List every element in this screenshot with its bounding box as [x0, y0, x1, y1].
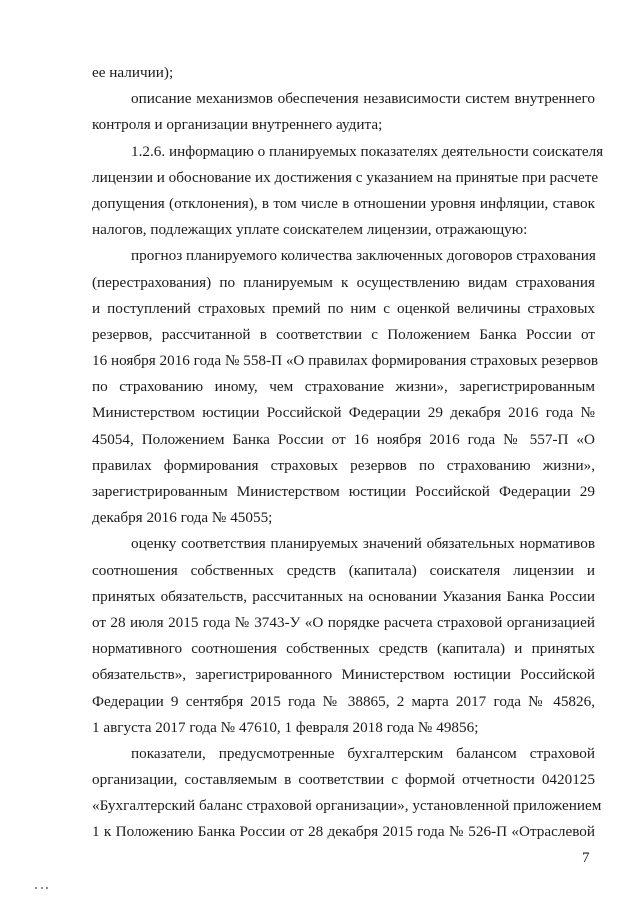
text-line: от 28 июля 2015 года № 3743-У «О порядке расчета страховой организацией	[92, 613, 595, 631]
text-line: 45054, Положением Банка России от 16 ноября 2016 года № 557-П «О	[92, 430, 595, 448]
text-line: правилах формирования страховых резервов по страхованию жизни»,	[92, 456, 595, 474]
document-body	[92, 60, 604, 846]
scan-artifact	[35, 886, 49, 890]
text-line: допущения (отклонения), в том числе в отношении уровня инфляции, ставок	[92, 194, 595, 212]
text-line: декабря 2016 года № 45055;	[92, 509, 273, 527]
text-line: ее наличии);	[92, 64, 174, 81]
text-line: (перестрахования) по планируемым к осуществлению видам страхования	[92, 273, 595, 291]
text-line: 1.2.6. информацию о планируемых показателях деятельности соискателя	[131, 142, 604, 160]
text-line: резервов, рассчитанной в соответствии с Положением Банка России от	[92, 325, 595, 343]
text-line: «Бухгалтерский баланс страховой организации», установленной приложением	[92, 797, 602, 815]
text-line: принятых обязательств, рассчитанных на основании Указания Банка России	[92, 587, 595, 605]
text-line: налогов, подлежащих уплате соискателем лицензии, отражающую:	[92, 221, 528, 239]
text-line: обязательств», зарегистрированного Министерством юстиции Российской	[92, 666, 595, 684]
text-line: прогноз планируемого количества заключенных договоров страхования	[131, 247, 596, 265]
text-line: по страхованию иному, чем страхование жизни», зарегистрированным	[92, 378, 595, 396]
text-line: Федерации 9 сентября 2015 года № 38865, 2 марта 2017 года № 45826,	[92, 692, 595, 710]
text-line: лицензии и обоснование их достижения с указанием на принятые при расчете	[92, 168, 599, 186]
page-number: 7	[582, 850, 590, 866]
text-line: организации, составляемым в соответствии с формой отчетности 0420125	[92, 771, 595, 789]
text-line: описание механизмов обеспечения независимости систем внутреннего	[131, 90, 595, 108]
text-line: 1 к Положению Банка России от 28 декабря 2015 года № 526-П «Отраслевой	[92, 823, 595, 841]
text-line: соотношения собственных средств (капитала) соискателя лицензии и	[92, 561, 595, 579]
text-line: показатели, предусмотренные бухгалтерским балансом страховой	[131, 744, 595, 762]
text-line: 1 августа 2017 года № 47610, 1 февраля 2018 года № 49856;	[92, 718, 479, 736]
text-line: оценку соответствия планируемых значений обязательных нормативов	[131, 535, 595, 553]
text-line: нормативного соотношения собственных средств (капитала) и принятых	[92, 640, 595, 658]
text-line: 16 ноября 2016 года № 558-П «О правилах формирования страховых резервов	[92, 352, 599, 370]
text-line: зарегистрированным Министерством юстиции Российской Федерации 29	[92, 483, 595, 500]
text-line: и поступлений страховых премий по ним с оценкой величины страховых	[92, 299, 595, 317]
text-line: контроля и организации внутреннего аудита;	[92, 116, 383, 134]
text-line: Министерством юстиции Российской Федерации 29 декабря 2016 года №	[92, 404, 595, 422]
